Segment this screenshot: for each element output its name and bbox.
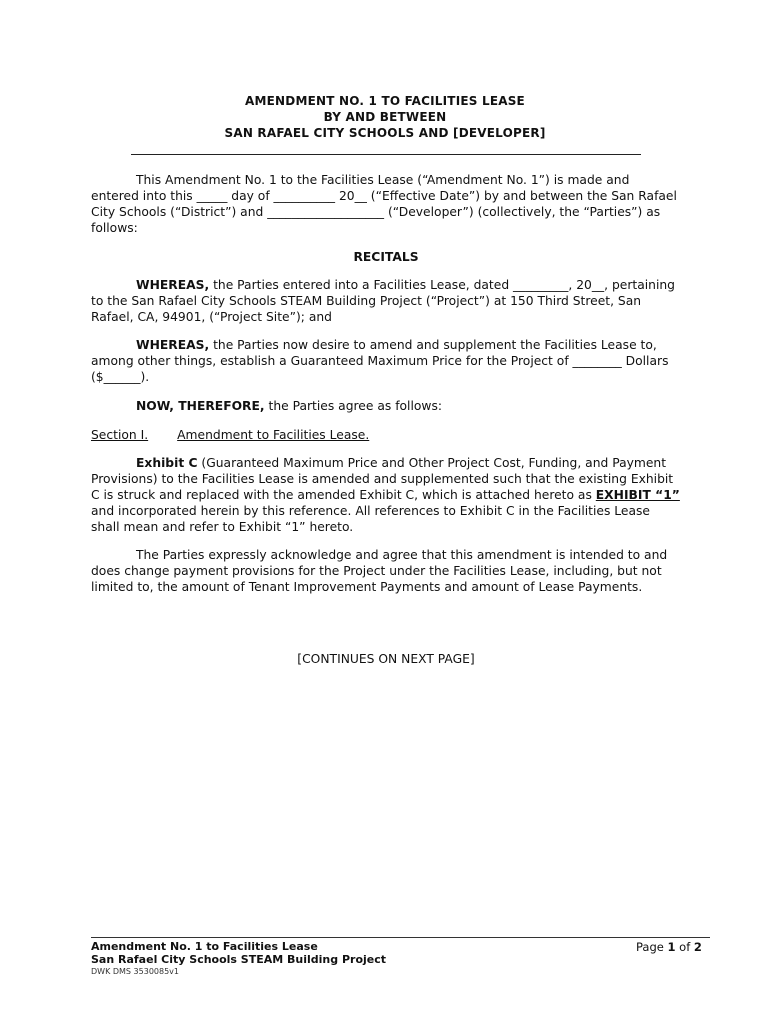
now-therefore-text: the Parties agree as follows: (264, 399, 443, 413)
intro-paragraph: This Amendment No. 1 to the Facilities Lease (“Amendment No. 1”) is made and entered into this _____ day of __________ 20__ (“Effective Date”) by and between the San Rafael City Schools (“District”) and ___________________ (“Developer”) (collectively, the “Parties”) as follows: (91, 173, 677, 235)
footer-title-line-2: San Rafael City Schools STEAM Building Project (91, 953, 387, 966)
document-id: DWK DMS 3530085v1 (91, 967, 179, 976)
exhibit-text-2: and incorporated herein by this reference. All references to Exhibit C in the Facilities Lease shall mean and refer to Exhibit “1” hereto. (91, 504, 650, 534)
whereas-text-2: the Parties now desire to amend and supplement the Facilities Lease to, among other things, establish a Guaranteed Maximum Price for the Project of ________ Dollars ($______). (91, 338, 669, 384)
page-current: 1 (667, 940, 676, 954)
acknowledge-paragraph: The Parties expressly acknowledge and agree that this amendment is intended to and does change payment provisions for the Project under the Facilities Lease, including, but not limited to, the amount of Tenant Improvement Payments and amount of Lease Payments. (91, 548, 668, 594)
page-of: of (675, 940, 694, 954)
section-number: Section I. (91, 428, 149, 442)
exhibit-lead: Exhibit C (136, 456, 198, 470)
whereas-paragraph-1 (91, 277, 681, 325)
whereas-lead-1: WHEREAS, (136, 278, 210, 292)
page-number (636, 940, 702, 954)
section-heading (91, 427, 681, 443)
footer-divider (91, 937, 710, 938)
document-title-line-3: SAN RAFAEL CITY SCHOOLS AND [DEVELOPER] (224, 126, 546, 140)
exhibit-reference: EXHIBIT “1” (595, 488, 680, 502)
document-title-line-1: AMENDMENT NO. 1 TO FACILITIES LEASE (245, 94, 525, 108)
page-prefix: Page (636, 940, 668, 954)
title-divider (131, 154, 641, 155)
exhibit-text-1: (Guaranteed Maximum Price and Other Project Cost, Funding, and Payment Provisions) to the Facilities Lease is amended and supplemented such that the existing Exhibit C is struck and replaced with the amended Exhibit C, which is attached hereto as (91, 456, 674, 502)
footer-title-line-1: Amendment No. 1 to Facilities Lease (91, 940, 318, 953)
whereas-text-1: the Parties entered into a Facilities Lease, dated _________, 20__, pertaining to the San Rafael City Schools STEAM Building Project (“Project”) at 150 Third Street, San Rafael, CA, 94901, (“Project Site”); and (91, 278, 675, 324)
page-total: 2 (693, 940, 702, 954)
whereas-paragraph-2 (91, 337, 681, 385)
continues-note: [CONTINUES ON NEXT PAGE] (297, 652, 475, 666)
whereas-lead-2: WHEREAS, (136, 338, 210, 352)
recitals-heading: RECITALS (353, 250, 419, 264)
exhibit-paragraph (91, 455, 681, 535)
section-title: Amendment to Facilities Lease. (177, 428, 370, 442)
document-title-line-2: BY AND BETWEEN (323, 110, 447, 124)
now-therefore-paragraph (91, 398, 681, 414)
now-therefore-lead: NOW, THEREFORE, (136, 399, 265, 413)
